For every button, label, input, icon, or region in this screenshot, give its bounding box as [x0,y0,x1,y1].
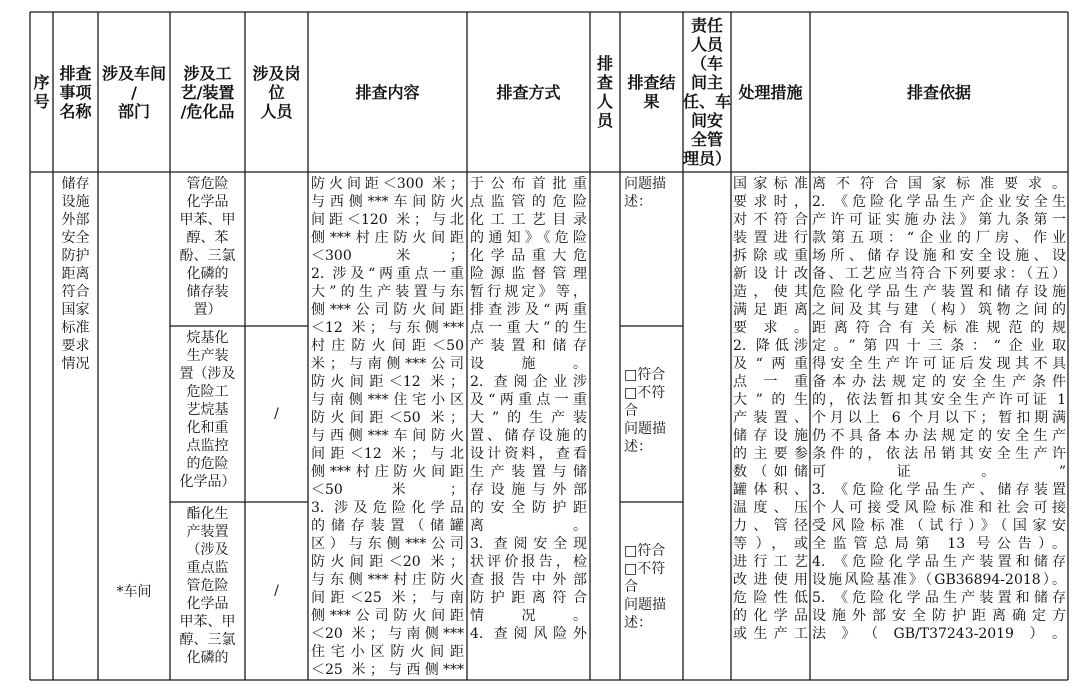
header-basis: 排查依据 [906,82,971,102]
measures-line: 国家标准 [733,176,808,192]
header-responsible: 责任 人员 （车 间主 任、车 间安 全管 理员） [683,16,731,168]
header-post-personnel: 涉及岗 位 人员 [252,63,301,121]
basis-line: 之间及其与建（构）筑物之间的 [812,302,1066,318]
basis-line: 定。”第四十三条：“企业取 [812,338,1066,354]
method-line: 大”的生产装 [470,410,587,426]
method-line: 化工工艺目录 [470,212,587,228]
content-line: 防火间距＜12 米； [311,374,464,390]
result-line: 问题描 [624,597,666,613]
process-line: 重点监 [186,560,229,576]
content-line: 与西侧***车间防火 [311,194,464,210]
item-name-line: 要求 [61,338,90,354]
item-name-line: 外部 [61,212,90,228]
method-line: 4. 查阅风险外 [470,626,587,642]
post-cell [245,326,308,502]
basis-line: 个人可接受风险标准和社会可接 [812,500,1066,516]
content-line: ＜25 米；与西侧*** [311,662,464,678]
content-line: 防火间距＜20 米； [311,554,464,570]
basis-line: 设施外部安全防护距离确定方 [812,608,1066,624]
measures-line: 满足距离 [733,302,808,318]
measures-line: 储存设施 [733,428,808,444]
content-line: 3. 涉及危险化学品 [311,500,464,516]
measures-line: 对不符合 [733,212,808,228]
result-line: 合 [624,579,638,595]
method-line: 及“两重点一重 [470,392,587,408]
method-line: 防护距离符合 [470,590,587,606]
header-measures: 处理措施 [738,82,803,102]
method-line: 生产装置与储 [470,464,587,480]
result-cell [624,366,681,502]
basis-line: 可证。” [812,464,1066,480]
measures-line: 拆除或重 [733,248,808,264]
process-line: 的危险 [186,456,229,472]
process-line: 醇、苯 [186,230,229,246]
measures-line: 及“两重 [733,356,808,372]
method-line: 设计资料，查看 [470,446,587,462]
measures-line: 危险性低 [733,590,808,606]
basis-line: 5. 《危险化学品生产装置和储存 [812,590,1066,606]
measures-line: 产装置、 [733,410,808,426]
header-department: 涉及车间 / 部门 [101,63,166,121]
measures-line: 数（如储 [733,464,808,480]
method-line: 产装置和储存 [470,338,587,354]
method-line: 2. 查阅企业涉 [470,374,587,390]
post-value: / [274,583,279,599]
basis-line: 条件的，依法吊销其安全生产许 [812,446,1066,462]
result-line: □不符 [624,561,666,577]
content-line: 与东侧***村庄防火 [311,572,464,588]
process-cell [170,505,245,680]
process-line: 醇、三氯 [179,632,236,648]
measures-line: 装置进行 [733,230,808,246]
workshop-label: *车间 [116,584,152,600]
basis-line: 产许可证实施办法》第九条第一 [812,212,1066,228]
process-line: 管危险 [186,176,229,192]
basis-line: 个月以上 6 个月以下；暂扣期满 [812,410,1066,426]
item-name-line: 国家 [61,302,90,318]
measures-line: 2. 降低涉 [733,338,808,354]
process-line: 甲苯、甲 [179,212,236,228]
content-line: ＜300 米； [311,248,464,264]
measures-line: 罐体积、 [733,482,808,498]
workshop-cell [98,502,170,680]
basis-line: 备本办法规定的安全生产条件 [812,374,1066,390]
content-line: 大”的生产装置与东 [311,284,464,300]
result-line: 述： [624,439,652,455]
header-content: 排查内容 [355,82,420,102]
item-name-line: 设施 [61,194,90,210]
measures-line: 造，使其 [733,284,808,300]
basis-line: 危险化学品生产装置和储存设施 [812,284,1066,300]
result-line: 合 [624,403,638,419]
content-line: 2. 涉及“两重点一重 [311,266,464,282]
content-line: 间距＜120 米；与北 [311,212,464,228]
result-cell [624,542,681,680]
process-line: 艺烷基 [186,402,229,418]
process-line: 化磷的 [186,650,229,666]
measures-line: 力、管径 [733,518,808,534]
measures-line: 温度、压 [733,500,808,516]
content-line: 住宅小区防火间距 [311,644,464,660]
header-item-name: 排查 事项 名称 [59,63,92,121]
header-method: 排查方式 [496,82,561,102]
basis-line: 款第五项：“企业的厂房、作业 [812,230,1066,246]
content-line: ＜12 米；与东侧*** [311,320,464,336]
process-line: 管危险 [186,578,229,594]
process-cell [170,175,245,326]
content-line: ＜50 米； [311,482,464,498]
method-line: 的安全防护距 [470,500,587,516]
measures-line: 的主要参 [733,446,808,462]
method-line: 3. 查阅安全现 [470,536,587,552]
process-line: 危险工 [186,384,229,400]
measures-line: 大”的生 [733,392,808,408]
post-cell [245,502,308,680]
process-line: 烷基化 [186,330,229,346]
method-line: 状评价报告，检 [470,554,587,570]
method-line: 险源监督管理 [470,266,587,282]
process-line: 化和重 [186,420,229,436]
content-line: ＜20 米；与南侧*** [311,626,464,642]
content-line: 间距＜12 米；与北 [311,446,464,462]
method-line: 暂行规定》等， [470,284,587,300]
process-line: 甲苯、甲 [179,614,236,630]
item-name-line: 标准 [61,320,90,336]
content-line: 间距＜25 米；与南 [311,590,464,606]
process-line: 点监控 [186,438,229,454]
result-line: 述： [624,194,652,210]
method-line: 点一重大”的生 [470,320,587,336]
process-line: 化学品 [186,596,229,612]
method-line: 存设施与外部 [470,482,587,498]
basis-line: 受风险标准（试行）》（国家安 [812,518,1066,534]
method-cell [470,175,587,680]
measures-line: 新设计改 [733,266,808,282]
content-line: 防火间距＜50 米； [311,410,464,426]
content-line: 的储存装置（储罐 [311,518,464,534]
basis-line: 法》（GB/T37243-2019）。 [812,626,1066,642]
basis-line: 3. 《危险化学品生产、储存装置 [812,482,1066,498]
measures-line: 改进使用 [733,572,808,588]
item-name-line: 安全 [61,230,90,246]
basis-line: 距离符合有关标准规范的规 [812,320,1066,336]
result-line: 述： [624,615,652,631]
process-cell [170,329,245,502]
content-line: 米；与南侧***公司 [311,356,464,372]
result-line: 问题描 [624,176,666,192]
basis-line: 得安全生产许可证后发现其不具 [812,356,1066,372]
method-line: 的通知》《危险 [470,230,587,246]
process-line: （涉及 [186,542,229,558]
basis-line: 2. 《危险化学品生产企业安全生 [812,194,1066,210]
basis-line: 4. 《危险化学品生产装置和储存 [812,554,1066,570]
measures-line: 的化学品 [733,608,808,624]
basis-line: 设施风险基准》（GB36894-2018）。 [812,572,1066,588]
basis-line: 场所、储存设施和安全设施、设 [812,248,1066,264]
content-line: 侧***公司防火间距 [311,608,464,624]
process-line: 产装置 [186,524,229,540]
basis-line: 仍不具备本办法规定的安全生产 [812,428,1066,444]
header-checker: 排 查 人 员 [596,54,613,130]
content-line: 村庄防火间距＜50 [311,338,464,354]
item-name-line: 符合 [61,284,90,300]
process-line: 化磷的 [186,266,229,282]
process-line: 酯化生 [186,506,229,522]
content-line: 与西侧***车间防火 [311,428,464,444]
measures-line: 或生产工 [733,626,808,642]
header-seq: 序 号 [33,73,50,111]
content-cell [311,175,464,680]
process-line: 化学品） [179,474,236,490]
process-line: 置（涉及 [179,366,236,382]
process-line: 化学品 [186,194,229,210]
content-line: 侧***村庄防火间距 [311,464,464,480]
method-line: 点监管的危险 [470,194,587,210]
result-line: □符合 [624,543,666,559]
item-name-line: 防护 [61,248,90,264]
process-line: 酚、三氯 [179,248,236,264]
basis-line: 的，依法暂扣其安全生产许可证 1 [812,392,1066,408]
basis-line: 离不符合国家标准要求。 [812,176,1066,192]
method-line: 化学品重大危 [470,248,587,264]
method-line: 查报告中外部 [470,572,587,588]
post-value: / [274,406,279,422]
method-line: 排查涉及“两重 [470,302,587,318]
content-line: 侧***公司防火间距 [311,302,464,318]
measures-line: 进行工艺 [733,554,808,570]
method-line: 离。 [470,518,587,534]
item-name-line: 距离 [61,266,90,282]
content-line: 区）与东侧***公司 [311,536,464,552]
method-line: 设施。 [470,356,587,372]
result-line: □符合 [624,367,666,383]
measures-line: 点一重 [733,374,808,390]
process-line: 储存装 [186,284,229,300]
measures-line: 要求时， [733,194,808,210]
header-result: 排查结 果 [627,73,676,111]
method-line: 于公布首批重 [470,176,587,192]
item-name-line: 储存 [61,176,90,192]
measures-cell [733,175,808,680]
item-name-cell [53,175,98,680]
method-line: 置、储存设施的 [470,428,587,444]
result-line: 问题描 [624,421,666,437]
content-line: 防火间距＜300 米； [311,176,464,192]
result-cell [624,175,681,326]
measures-line: 等），或 [733,536,808,552]
header-process: 涉及工 艺/装置 /危化品 [180,63,235,121]
basis-line: 全监管总局第 13 号公告）。 [812,536,1066,552]
content-line: 与南侧***住宅小区 [311,392,464,408]
content-line: 侧***村庄防火间距 [311,230,464,246]
process-line: 生产装 [186,348,229,364]
method-line: 情况。 [470,608,587,624]
basis-cell [812,175,1066,680]
result-line: □不符 [624,385,666,401]
process-line: 置） [193,302,222,318]
basis-line: 备、工艺应当符合下列要求：（五） [812,266,1066,282]
measures-line: 要求。 [733,320,808,336]
item-name-line: 情况 [61,356,90,372]
